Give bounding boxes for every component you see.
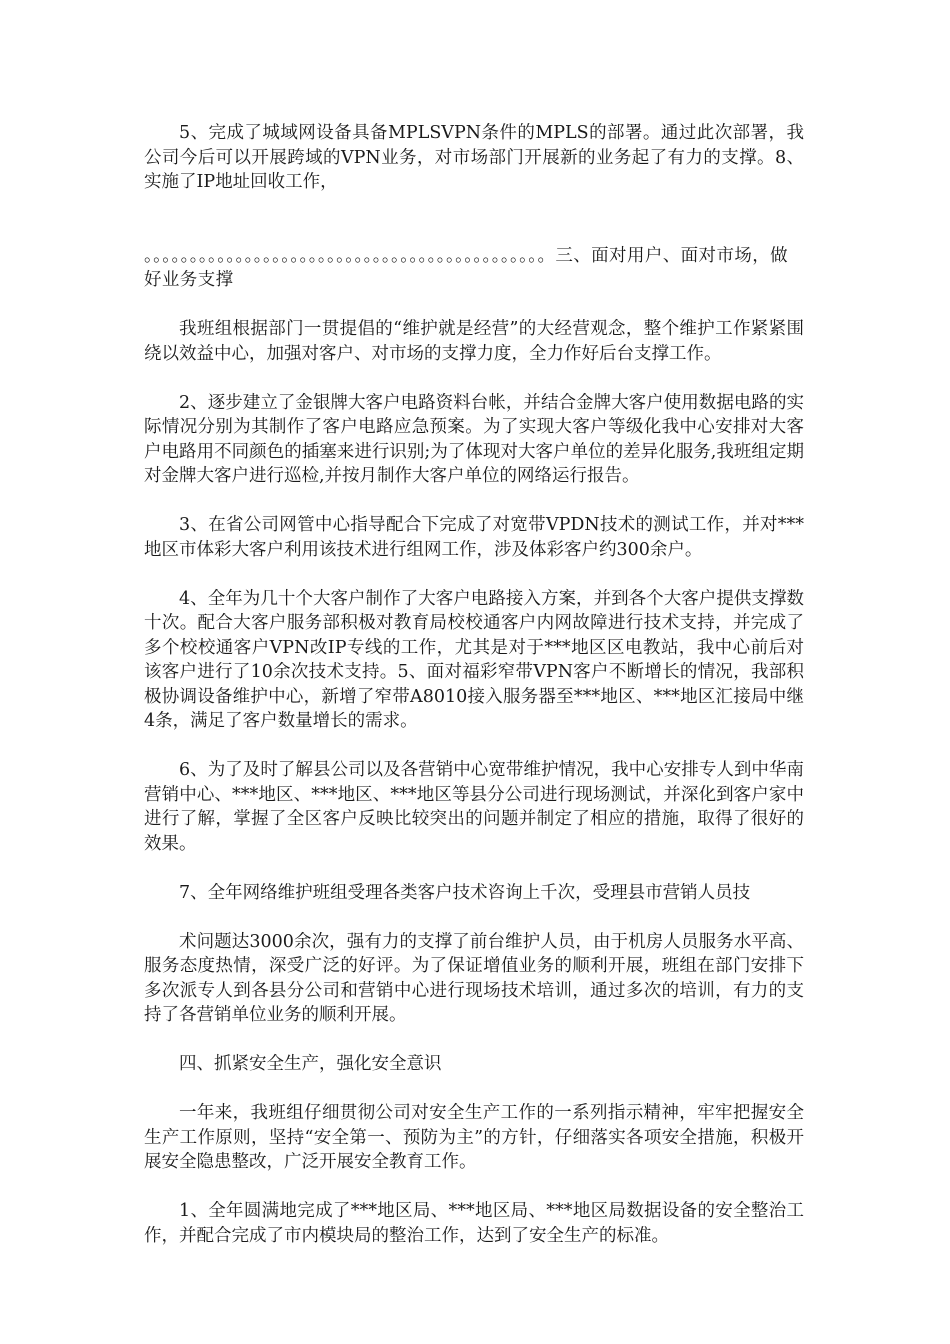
blank-line xyxy=(144,219,804,244)
paragraph-item-2: 2、逐步建立了金银牌大客户电路资料台帐，并结合金牌大客户使用数据电路的实际情况分别为其制作了客户电路应急预案。为了实现大客户等级化我中心安排对大客户电路用不同颜色的插塞来进行识别;为了体现对大客户单位的差异化服务,我班组定期对金牌大客户进行巡检,并按月制作大客户单位的网络运行报告。 xyxy=(144,392,804,486)
section-heading-four: 四、抓紧安全生产，强化安全意识 xyxy=(179,1054,442,1074)
paragraph-item-4: 4、全年为几十个大客户制作了大客户电路接入方案，并到各个大客户提供支撑数十次。配合大客户服务部积极对教育局校校通客户内网故障进行技术支持，并完成了多个校校通客户VPN改IP专线的工作，尤其是对于***地区区电教站，我中心前后对该客户进行了10余次技术支持。5、面对福彩窄带VPN客户不断增长的情况，我部积极协调设备维护中心，新增了窄带A8010接入服务器至***地区、***地区汇接局中继4条，满足了客户数量增长的需求。 xyxy=(144,588,804,731)
paragraph-mpls: 5、完成了城域网设备具备MPLSVPN条件的MPLS的部署。通过此次部署，我公司今后可以开展跨域的VPN业务，对市场部门开展新的业务起了有力的支撑。8、实施了IP地址回收工作， xyxy=(144,123,804,192)
paragraph-business-concept: 我班组根据部门一贯提倡的“维护就是经营”的大经营观念，整个维护工作紧紧围绕以效益中心，加强对客户、对市场的支撑力度，全力作好后台支撑工作。 xyxy=(144,319,804,364)
paragraph-item-7-continued: 术问题达3000余次，强有力的支撑了前台维护人员，由于机房人员服务水平高、服务态度热情，深受广泛的好评。为了保证增值业务的顺利开展，班组在部门安排下多次派专人到各县分公司和营销中心进行现场技术培训，通过多次的培训，有力的支持了各营销单位业务的顺利开展。 xyxy=(144,931,804,1025)
document-body xyxy=(144,121,804,1273)
paragraph-safety-item-1: 1、全年圆满地完成了***地区局、***地区局、***地区局数据设备的安全整治工作，并配合完成了市内模块局的整治工作，达到了安全生产的标准。 xyxy=(144,1201,804,1246)
section-heading-three: 。。。。。。。。。。。。。。。。。。。。。。。。。。。。。。。。。。。。。。。。。。。。三、面对用户、面对市场，做好业务支撑 xyxy=(144,245,789,290)
paragraph-item-6: 6、为了及时了解县公司以及各营销中心宽带维护情况，我中心安排专人到中华南营销中心、***地区、***地区、***地区等县分公司进行现场测试，并深化到客户家中进行了解，掌握了全区客户反映比较突出的问题并制定了相应的措施，取得了很好的效果。 xyxy=(144,760,804,854)
paragraph-item-3: 3、在省公司网管中心指导配合下完成了对宽带VPDN技术的测试工作，并对***地区市体彩大客户利用该技术进行组网工作，涉及体彩客户约300余户。 xyxy=(144,515,804,560)
paragraph-item-7: 7、全年网络维护班组受理各类客户技术咨询上千次，受理县市营销人员技 xyxy=(179,882,751,903)
paragraph-safety-intro: 一年来，我班组仔细贯彻公司对安全生产工作的一系列指示精神，牢牢把握安全生产工作原则，坚持“安全第一、预防为主”的方针，仔细落实各项安全措施，积极开展安全隐患整改，广泛开展安全教育工作。 xyxy=(144,1103,804,1172)
